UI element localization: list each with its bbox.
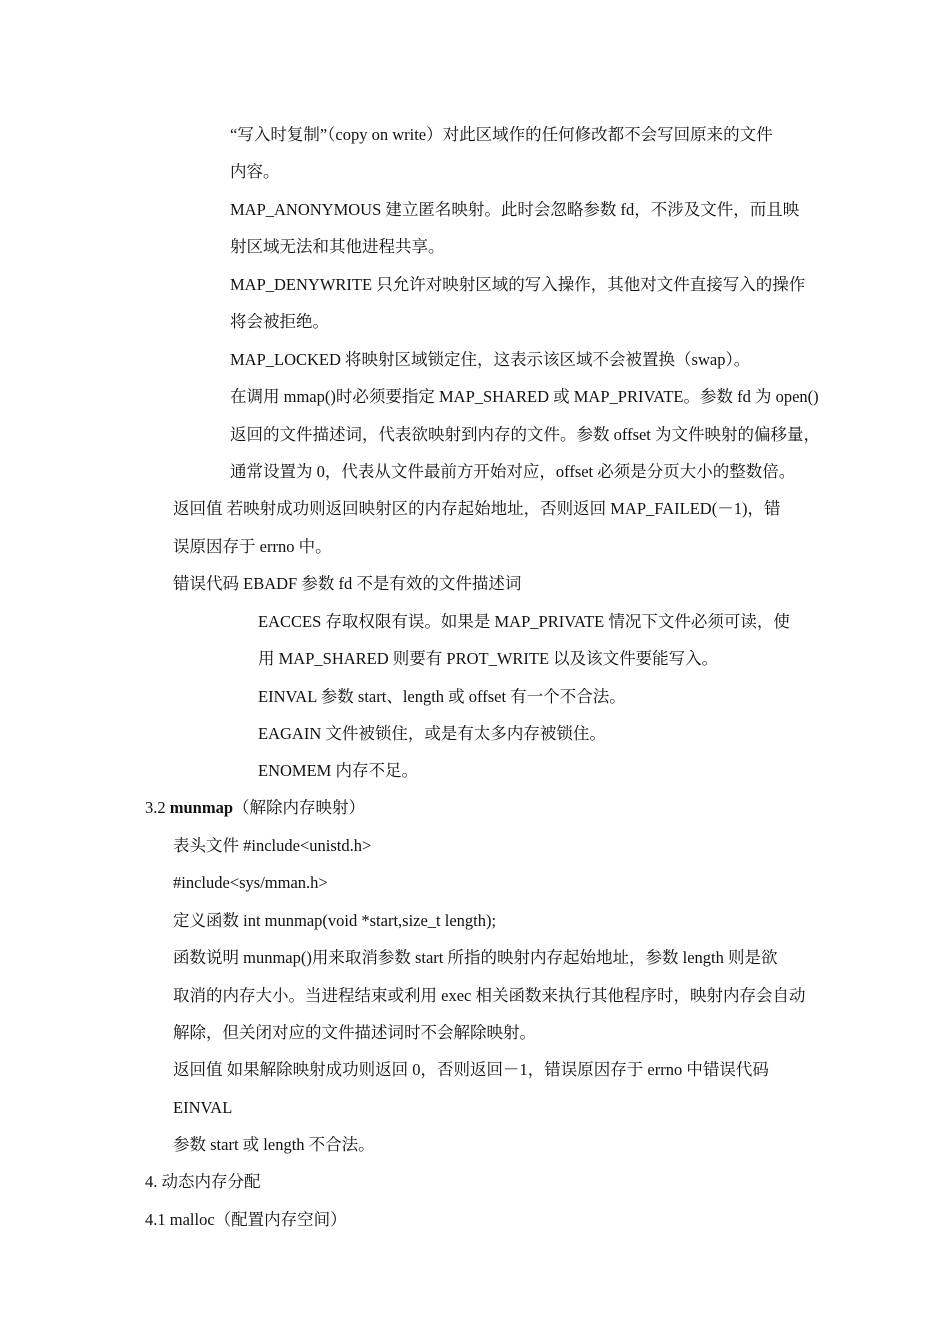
paragraph-line: “写入时复制”（copy on write）对此区域作的任何修改都不会写回原来的文件	[230, 125, 773, 144]
paragraph-line: MAP_ANONYMOUS 建立匿名映射。此时会忽略参数 fd，不涉及文件，而且映	[230, 200, 800, 219]
function-name: munmap	[169, 798, 234, 817]
paragraph-line: 返回的文件描述词，代表欲映射到内存的文件。参数 offset 为文件映射的偏移量，	[230, 425, 821, 444]
paragraph-line: 取消的内存大小。当进程结束或利用 exec 相关函数来执行其他程序时，映射内存会自动	[173, 986, 806, 1005]
paragraph-line: 通常设置为 0，代表从文件最前方开始对应，offset 必须是分页大小的整数倍。	[230, 462, 796, 481]
paragraph-line: #include<sys/mman.h>	[173, 873, 328, 892]
section-number: 3.2	[145, 798, 170, 817]
paragraph-line: EINVAL 参数 start、length 或 offset 有一个不合法。	[258, 687, 626, 706]
paragraph-line: 表头文件 #include<unistd.h>	[173, 836, 372, 855]
paragraph-line: EACCES 存取权限有误。如果是 MAP_PRIVATE 情况下文件必须可读，使	[258, 612, 790, 631]
paragraph-line: 在调用 mmap()时必须要指定 MAP_SHARED 或 MAP_PRIVATE。参数 fd 为 open()	[230, 387, 819, 406]
paragraph-line: EINVAL	[173, 1098, 233, 1117]
section-heading-4: 4. 动态内存分配	[145, 1172, 261, 1191]
paragraph-line: 错误代码 EBADF 参数 fd 不是有效的文件描述词	[173, 574, 522, 593]
paragraph-line: 定义函数 int munmap(void *start,size_t length);	[173, 911, 497, 930]
paragraph-line: 返回值 若映射成功则返回映射区的内存起始地址，否则返回 MAP_FAILED(－1)，错	[173, 499, 781, 518]
paragraph-line: ENOMEM 内存不足。	[258, 761, 418, 780]
paragraph-line: EAGAIN 文件被锁住，或是有太多内存被锁住。	[258, 724, 606, 743]
section-description: （解除内存映射）	[233, 798, 366, 817]
section-heading-3-2	[145, 797, 365, 819]
paragraph-line: 用 MAP_SHARED 则要有 PROT_WRITE 以及该文件要能写入。	[258, 649, 719, 668]
paragraph-line: MAP_DENYWRITE 只允许对映射区域的写入操作，其他对文件直接写入的操作	[230, 275, 806, 294]
paragraph-line: 射区域无法和其他进程共享。	[230, 237, 445, 256]
paragraph-line: 内容。	[230, 162, 280, 181]
paragraph-line: 参数 start 或 length 不合法。	[173, 1135, 375, 1154]
section-heading-4-1: 4.1 malloc（配置内存空间）	[145, 1210, 347, 1229]
paragraph-line: 解除，但关闭对应的文件描述词时不会解除映射。	[173, 1023, 536, 1042]
paragraph-line: MAP_LOCKED 将映射区域锁定住，这表示该区域不会被置换（swap）。	[230, 350, 751, 369]
paragraph-line: 返回值 如果解除映射成功则返回 0，否则返回－1，错误原因存于 errno 中错误代码	[173, 1060, 769, 1079]
paragraph-line: 函数说明 munmap()用来取消参数 start 所指的映射内存起始地址，参数 length 则是欲	[173, 948, 778, 967]
paragraph-line: 将会被拒绝。	[230, 312, 329, 331]
paragraph-line: 误原因存于 errno 中。	[173, 537, 332, 556]
